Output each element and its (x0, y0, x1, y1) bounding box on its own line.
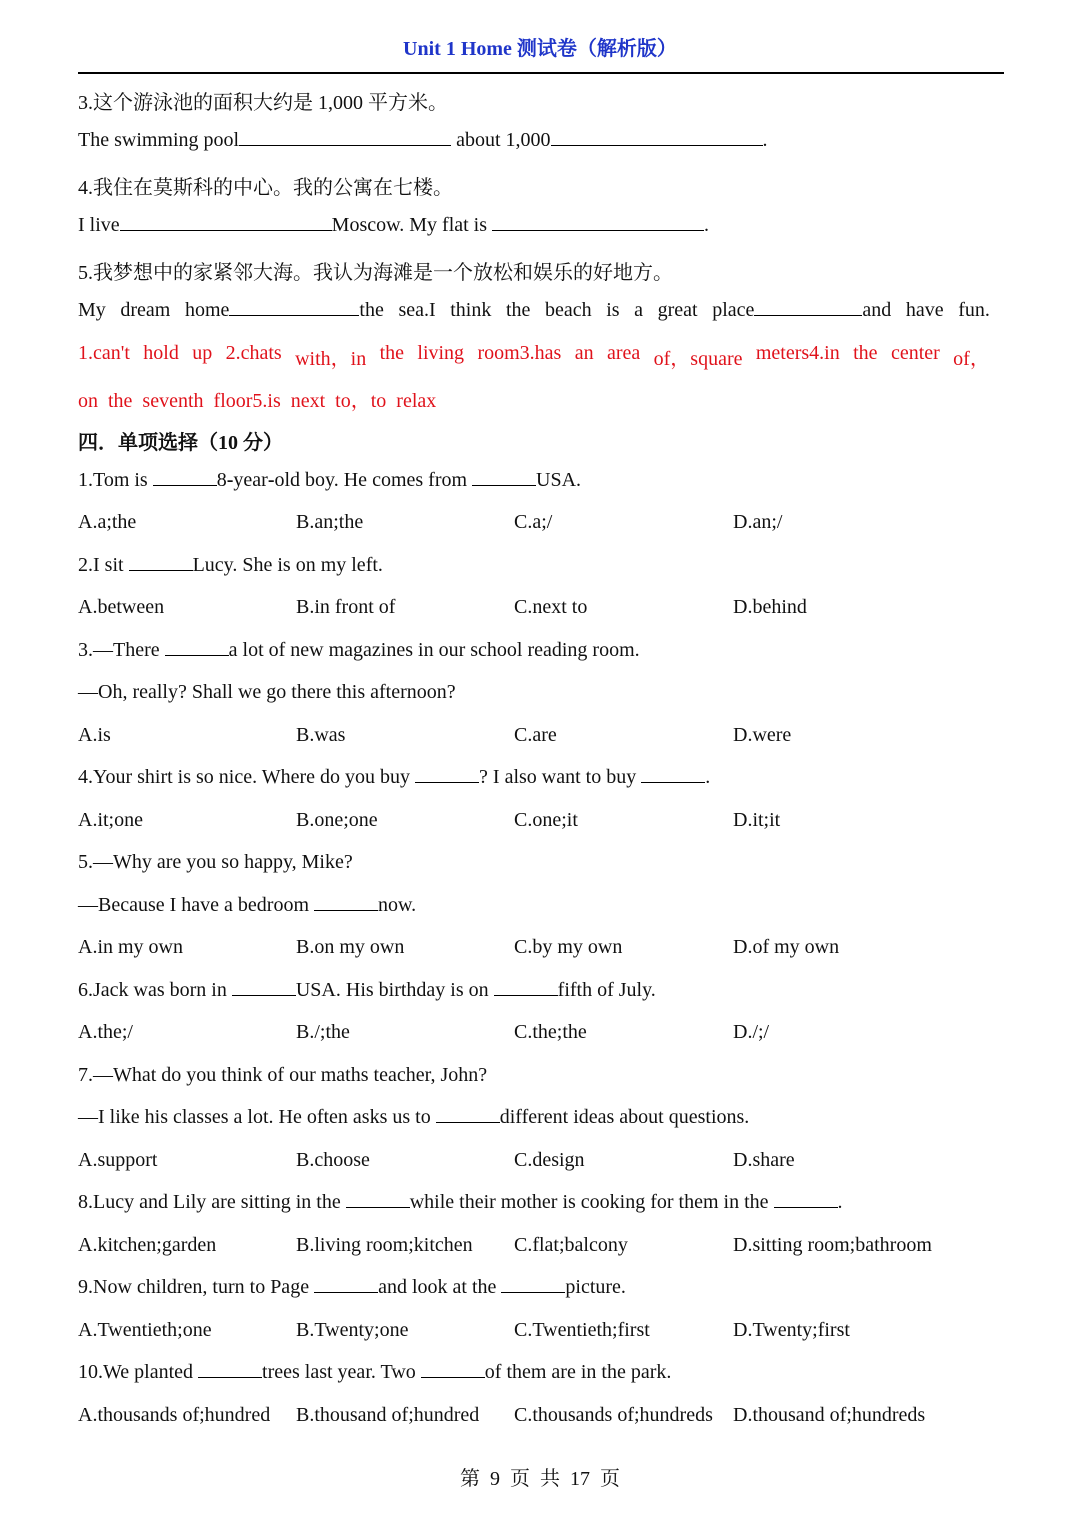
answer-blank (314, 1276, 378, 1293)
option-c[interactable]: C.design (514, 1149, 585, 1171)
option-d[interactable]: D.it;it (733, 809, 781, 831)
stem-text: a lot of new magazines in our school reading room. (228, 639, 640, 661)
stem-text: now. (378, 894, 417, 916)
option-b[interactable]: B.in front of (296, 596, 396, 618)
q5-word: dream (120, 299, 171, 321)
answer-word: living (417, 342, 465, 364)
option-a[interactable]: A.in my own (78, 936, 183, 958)
stem-text: 8.Lucy and Lily are sitting in the (78, 1191, 346, 1213)
page-header-title: Unit 1 Home 测试卷（解析版） (403, 38, 677, 60)
answer-word: 2.chats (225, 342, 282, 364)
header-divider (78, 72, 1004, 74)
q5-word: sea.I (398, 299, 436, 321)
q5-word: think (450, 299, 492, 321)
option-d[interactable]: D.an;/ (733, 511, 783, 533)
stem-text: 9.Now children, turn to Page (78, 1276, 315, 1298)
stem-text: USA. (536, 469, 582, 491)
q5-word: great (657, 299, 698, 321)
answer-blank (436, 1106, 500, 1123)
stem-text: - (267, 469, 275, 491)
option-c[interactable]: C.next to (514, 596, 588, 618)
answer-word: of，square (653, 348, 743, 370)
stem-text: fifth of July. (557, 979, 656, 1001)
answer-word: of， (953, 348, 990, 370)
option-d[interactable]: D.thousand of;hundreds (733, 1404, 926, 1426)
answer-word: the (379, 342, 405, 364)
option-c[interactable]: C.one;it (514, 809, 578, 831)
option-b[interactable]: B.thousand of;hundred (296, 1404, 480, 1426)
question-8-stem (78, 1191, 843, 1214)
answer-blank (551, 129, 763, 146)
q3-chinese: 3.这个游泳池的面积大约是 1,000 平方米。 (78, 92, 448, 114)
answer-word: the (853, 342, 878, 364)
question-3-stem (78, 639, 640, 662)
option-c[interactable]: C.the;the (514, 1021, 587, 1043)
translation-answers-line1 (78, 342, 990, 371)
translation-answers-line2: on the seventh floor5.is next to，to relax (78, 390, 437, 412)
stem-text: year (233, 469, 268, 491)
answer-blank (415, 766, 479, 783)
answer-word: meters4.in (755, 342, 840, 364)
stem-text: old boy. He comes from (274, 469, 473, 491)
question-7-stem (78, 1106, 749, 1129)
stem-text: —Because I have a bedroom (78, 894, 315, 916)
option-b[interactable]: B.one;one (296, 809, 378, 831)
option-b[interactable]: B.choose (296, 1149, 370, 1171)
answer-blank (129, 554, 193, 571)
stem-text: while their mother is cooking for them in the (409, 1191, 774, 1213)
option-a[interactable]: A.support (78, 1149, 158, 1171)
stem-text: - (226, 469, 234, 491)
option-b[interactable]: B./;the (296, 1021, 350, 1043)
option-b[interactable]: B.was (296, 724, 346, 746)
q4-en-part-c: . (704, 214, 710, 236)
q3-en-part-c: . (762, 129, 768, 151)
q5-word: home (184, 299, 230, 321)
answer-blank (229, 299, 359, 316)
answer-blank (232, 979, 296, 996)
question-7-stem0: 7.—What do you think of our maths teacher, John? (78, 1064, 488, 1086)
option-a[interactable]: A.thousands of;hundred (78, 1404, 271, 1426)
answer-blank (198, 1361, 262, 1378)
option-c[interactable]: C.by my own (514, 936, 623, 958)
answer-word: hold (143, 342, 179, 364)
section-title: 四．单项选择（10 分） (78, 432, 283, 454)
stem-text: . (837, 1191, 843, 1213)
answer-blank (120, 214, 332, 231)
stem-text: 3.—There (78, 639, 165, 661)
answer-blank (492, 214, 704, 231)
option-c[interactable]: C.flat;balcony (514, 1234, 628, 1256)
question-4-stem (78, 766, 710, 789)
stem-text: 4.Your shirt is so nice. Where do you buy (78, 766, 416, 788)
q5-word: have (905, 299, 944, 321)
stem-text: —I like his classes a lot. He often asks us to (78, 1106, 436, 1128)
option-d[interactable]: D.sitting room;bathroom (733, 1234, 932, 1256)
stem-text: Lucy. She is on my left. (192, 554, 383, 576)
q5-word: the (359, 299, 384, 321)
answer-word: an (574, 342, 594, 364)
answer-word: with，in (295, 348, 367, 370)
q4-en-part-b: Moscow. My flat is (331, 214, 493, 236)
option-a[interactable]: A.Twentieth;one (78, 1319, 212, 1341)
q5-word: fun. (958, 299, 990, 321)
question-10-stem (78, 1361, 671, 1384)
question-9-stem (78, 1276, 626, 1299)
option-d[interactable]: D.of my own (733, 936, 840, 958)
stem-text: different ideas about questions. (499, 1106, 750, 1128)
stem-text: USA. His birthday is on (295, 979, 494, 1001)
q5-word: the (505, 299, 531, 321)
answer-word: area (606, 342, 641, 364)
q4-chinese: 4.我住在莫斯科的中心。我的公寓在七楼。 (78, 177, 453, 199)
question-5-stem0: 5.—Why are you so happy, Mike? (78, 851, 353, 873)
q4-english (78, 214, 709, 237)
option-a[interactable]: A.it;one (78, 809, 143, 831)
q3-en-part-a: The swimming pool (78, 129, 240, 151)
q4-en-part-a: I live (78, 214, 120, 236)
answer-blank (641, 766, 705, 783)
q5-word: is (606, 299, 620, 321)
answer-word: up (192, 342, 213, 364)
q5-word: place (712, 299, 755, 321)
stem-text: of them are in the park. (484, 1361, 672, 1383)
stem-text: 1.Tom is (78, 469, 153, 491)
stem-text: 2.I sit (78, 554, 129, 576)
option-d[interactable]: D.share (733, 1149, 795, 1171)
stem-text: 8 (216, 469, 227, 491)
option-b[interactable]: B.living room;kitchen (296, 1234, 473, 1256)
q5-word: beach (544, 299, 592, 321)
stem-text: 6.Jack was born in (78, 979, 232, 1001)
option-b[interactable]: B.Twenty;one (296, 1319, 409, 1341)
stem-text: picture. (565, 1276, 626, 1298)
question-5-stem (78, 894, 416, 917)
q3-en-part-b: about 1,000 (451, 129, 551, 151)
page-number: 第 9 页 共 17 页 (460, 1468, 620, 1490)
question-6-stem (78, 979, 656, 1002)
option-c[interactable]: C.are (514, 724, 557, 746)
stem-text: and look at the (378, 1276, 502, 1298)
option-a[interactable]: A.the;/ (78, 1021, 133, 1043)
answer-blank (774, 1191, 838, 1208)
answer-blank (421, 1361, 485, 1378)
answer-blank (165, 639, 229, 656)
answer-blank (314, 894, 378, 911)
option-a[interactable]: A.kitchen;garden (78, 1234, 217, 1256)
option-d[interactable]: D.Twenty;first (733, 1319, 850, 1341)
option-c[interactable]: C.thousands of;hundreds (514, 1404, 713, 1426)
q5-chinese: 5.我梦想中的家紧邻大海。我认为海滩是一个放松和娱乐的好地方。 (78, 262, 673, 284)
option-d[interactable]: D./;/ (733, 1021, 770, 1043)
answer-blank (501, 1276, 565, 1293)
answer-word: center (890, 342, 940, 364)
q5-word: a (634, 299, 644, 321)
option-d[interactable]: D.behind (733, 596, 807, 618)
option-c[interactable]: C.Twentieth;first (514, 1319, 650, 1341)
option-a[interactable]: A.is (78, 724, 111, 746)
answer-blank (153, 469, 217, 486)
question-3-stem2: —Oh, really? Shall we go there this afternoon? (78, 681, 456, 703)
option-a[interactable]: A.a;the (78, 511, 137, 533)
stem-text: trees last year. Two (262, 1361, 421, 1383)
answer-blank (239, 129, 451, 146)
answer-word: 1.can't (78, 342, 130, 364)
answer-blank (494, 979, 558, 996)
q3-english (78, 129, 768, 152)
stem-text: . (705, 766, 711, 788)
option-a[interactable]: A.between (78, 596, 165, 618)
q5-word: and (862, 299, 892, 321)
q5-word: My (78, 299, 106, 321)
stem-text: 10.We planted (78, 1361, 199, 1383)
option-b[interactable]: B.an;the (296, 511, 364, 533)
option-d[interactable]: D.were (733, 724, 792, 746)
question-1-stem (78, 469, 581, 492)
q5-english (78, 299, 990, 322)
answer-blank (346, 1191, 410, 1208)
option-c[interactable]: C.a;/ (514, 511, 553, 533)
answer-blank (472, 469, 536, 486)
answer-word: room3.has (477, 342, 562, 364)
answer-blank (754, 299, 862, 316)
question-2-stem (78, 554, 383, 577)
option-b[interactable]: B.on my own (296, 936, 405, 958)
stem-text: ? I also want to buy (479, 766, 642, 788)
